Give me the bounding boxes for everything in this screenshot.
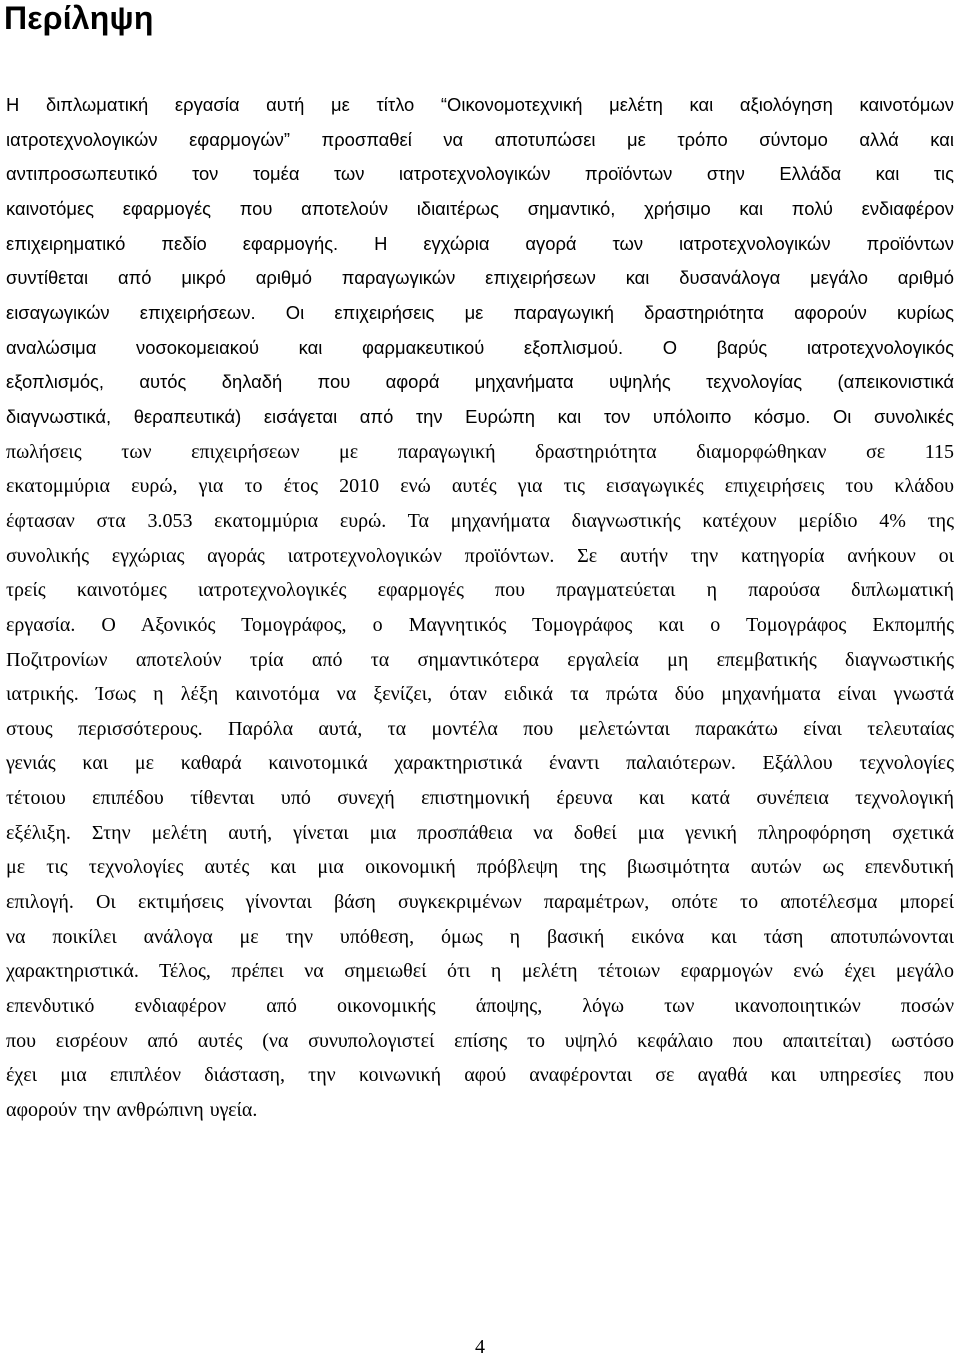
paragraph-line: Ποζιτρονίων αποτελούν τρία από τα σημαντικότερα εργαλεία μη επεμβατικής διαγνωστικής (6, 648, 954, 671)
paragraph-line: Η διπλωματική εργασία αυτή με τίτλο “Οικονομοτεχνική μελέτη και αξιολόγηση καινοτόμων (6, 94, 954, 115)
paragraph-line: επιχειρηματικό πεδίο εφαρμογής. Η εγχώρια αγορά των ιατροτεχνολογικών προϊόντων (6, 232, 954, 254)
paragraph-line: που εισρέουν από αυτές (να συνυπολογιστεί επίσης το υψηλό κεφάλαιο που απαιτείται) ωστόσο (6, 1029, 954, 1052)
paragraph-line: ιατροτεχνολογικών εφαρμογών” προσπαθεί να αποτυπώσει με τρόπο σύντομο αλλά και (6, 128, 954, 150)
paragraph-line: με τις τεχνολογίες αυτές και μια οικονομική πρόβλεψη της βιωσιμότητα αυτών ως επενδυτική (6, 856, 954, 879)
paragraph-line: τρείς καινοτόμες ιατροτεχνολογικές εφαρμογές που πραγματεύεται η παρούσα διπλωματική (6, 579, 954, 602)
paragraph-line: αφορούν την ανθρώπινη υγεία. (6, 1099, 258, 1122)
abstract-paragraph (6, 88, 954, 1128)
paragraph-line: χαρακτηριστικά. Τέλος, πρέπει να σημειωθεί ότι η μελέτη τέτοιων εφαρμογών ενώ έχει μεγάλο (6, 960, 954, 983)
paragraph-line: πωλήσεις των επιχειρήσεων με παραγωγική δραστηριότητα διαμορφώθηκαν σε 115 (6, 440, 954, 463)
paragraph-line: να ποικίλει ανάλογα με την υπόθεση, όμως η βασική εικόνα και τάση αποτυπώνονται (6, 925, 954, 948)
paragraph-line: εισαγωγικών επιχειρήσεων. Οι επιχειρήσεις με παραγωγική δραστηριότητα αφορούν κυρίως (6, 301, 954, 323)
paragraph-line: συνολικής εγχώριας αγοράς ιατροτεχνολογικών προϊόντων. Σε αυτήν την κατηγορία ανήκουν οι (6, 544, 954, 567)
page-number: 4 (475, 1336, 485, 1358)
paragraph-line: εξοπλισμός, αυτός δηλαδή που αφορά μηχανήματα υψηλής τεχνολογίας (απεικονιστικά (6, 371, 954, 393)
paragraph-line: εξέλιξη. Στην μελέτη αυτή, γίνεται μια προσπάθεια να δοθεί μια γενική πληροφόρηση σχετικά (6, 821, 954, 844)
page-title: Περίληψη (4, 0, 154, 36)
paragraph-line: τέτοιου επιπέδου τίθενται υπό συνεχή επιστημονική έρευνα και κατά συνέπεια τεχνολογική (6, 787, 954, 810)
paragraph-line: έχει μια επιπλέον διάσταση, την κοινωνική αφού αναφέρονται σε αγαθά και υπηρεσίες που (6, 1064, 954, 1087)
paragraph-line: καινοτόμες εφαρμογές που αποτελούν ιδιαιτέρως σημαντικό, χρήσιμο και πολύ ενδιαφέρον (6, 197, 954, 219)
paragraph-line: αναλώσιμα νοσοκομειακού και φαρμακευτικού εξοπλισμού. Ο βαρύς ιατροτεχνολογικός (6, 336, 954, 358)
paragraph-line: στους περισσότερους. Παρόλα αυτά, τα μοντέλα που μελετώνται παρακάτω είναι τελευταίας (6, 717, 954, 740)
paragraph-line: επιλογή. Οι εκτιμήσεις γίνονται βάση συγκεκριμένων παραμέτρων, οπότε το αποτέλεσμα μπορεί (6, 891, 954, 914)
paragraph-line: επενδυτικό ενδιαφέρον από οικονομικής άποψης, λόγω των ικανοποιητικών ποσών (6, 995, 954, 1018)
paragraph-line: έφτασαν στα 3.053 εκατομμύρια ευρώ. Τα μηχανήματα διαγνωστικής κατέχουν μερίδιο 4% της (6, 509, 954, 532)
paragraph-line: συντίθεται από μικρό αριθμό παραγωγικών επιχειρήσεων και δυσανάλογα μεγάλο αριθμό (6, 267, 954, 289)
paragraph-line: ιατρικής. Ίσως η λέξη καινοτόμα να ξενίζει, όταν ειδικά τα πρώτα δύο μηχανήματα είναι γνωστά (6, 683, 954, 706)
paragraph-line: εργασία. Ο Αξονικός Τομογράφος, ο Μαγνητικός Τομογράφος και ο Τομογράφος Εκπομπής (6, 613, 954, 636)
paragraph-line: αντιπροσωπευτικό τον τομέα των ιατροτεχνολογικών προϊόντων στην Ελλάδα και τις (6, 163, 954, 185)
paragraph-line: γενιάς και με καθαρά καινοτομικά χαρακτηριστικά έναντι παλαιότερων. Εξάλλου τεχνολογίες (6, 752, 954, 775)
paragraph-line: διαγνωστικά, θεραπευτικά) εισάγεται από την Ευρώπη και τον υπόλοιπο κόσμο. Οι συνολικές (6, 405, 954, 427)
paragraph-line: εκατομμύρια ευρώ, για το έτος 2010 ενώ αυτές για τις εισαγωγικές επιχειρήσεις του κλάδου (6, 475, 954, 498)
